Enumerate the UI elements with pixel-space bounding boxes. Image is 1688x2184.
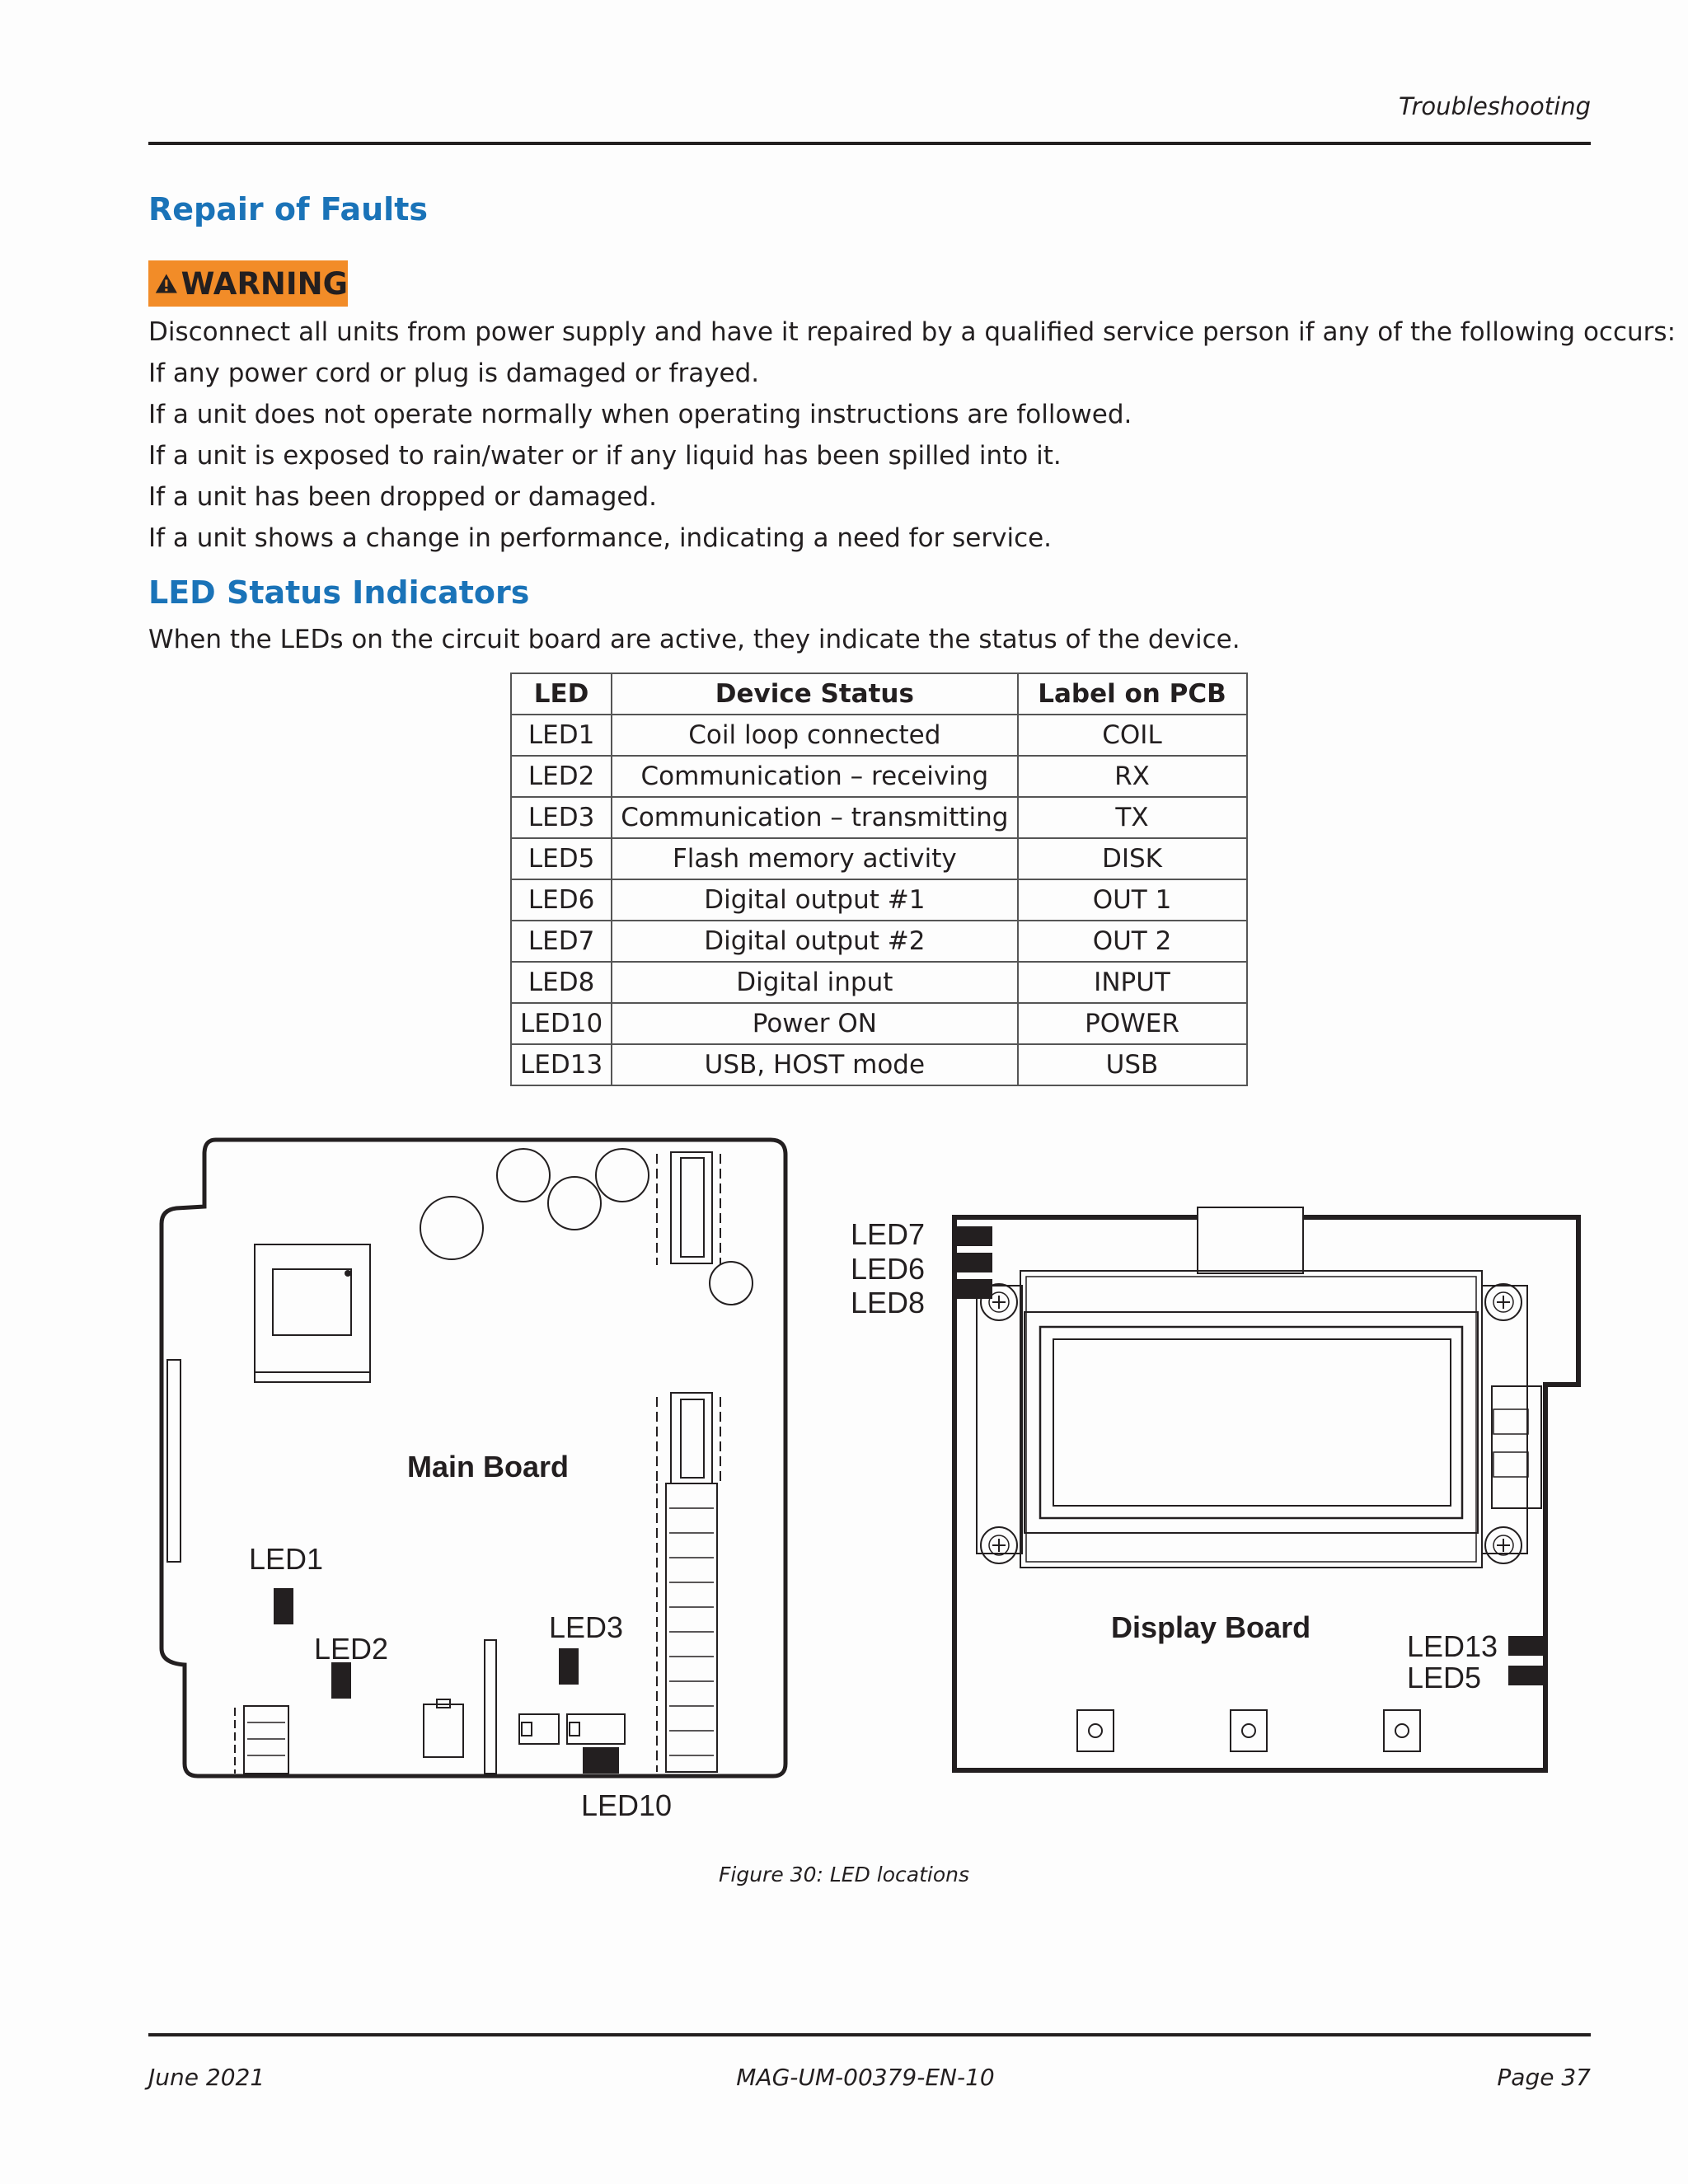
screw xyxy=(1485,1284,1522,1320)
table-cell: USB xyxy=(1018,1044,1247,1085)
column-header: Device Status xyxy=(612,673,1017,715)
table-cell: OUT 2 xyxy=(1018,921,1247,962)
capacitor xyxy=(497,1149,550,1202)
capacitor xyxy=(420,1197,483,1259)
led1-marker xyxy=(274,1588,293,1624)
table-cell: POWER xyxy=(1018,1003,1247,1044)
led6-marker xyxy=(954,1253,992,1272)
table-row xyxy=(511,838,1247,879)
table-cell: LED6 xyxy=(511,879,612,921)
header-connector xyxy=(671,1393,712,1483)
repair-line: If any power cord or plug is damaged or frayed. xyxy=(148,359,760,388)
table-cell: Flash memory activity xyxy=(612,838,1017,879)
table-cell: INPUT xyxy=(1018,962,1247,1003)
capacitor xyxy=(596,1149,649,1202)
repair-line: If a unit does not operate normally when operating instructions are followed. xyxy=(148,400,1132,429)
led7-marker xyxy=(954,1226,992,1246)
led8-label: LED8 xyxy=(851,1286,926,1319)
led-intro-text: When the LEDs on the circuit board are active, they indicate the status of the device. xyxy=(148,625,1240,654)
table-cell: Coil loop connected xyxy=(612,715,1017,756)
repair-line: If a unit has been dropped or damaged. xyxy=(148,482,658,512)
table-cell: Communication – receiving xyxy=(612,756,1017,797)
repair-heading: Repair of Faults xyxy=(148,191,428,227)
led6-label: LED6 xyxy=(851,1252,926,1286)
terminal-block xyxy=(666,1483,717,1772)
small-connector xyxy=(244,1706,288,1774)
repair-instructions xyxy=(148,312,1676,559)
led10-marker xyxy=(583,1747,619,1774)
figure-caption: Figure 30: LED locations xyxy=(719,1863,969,1886)
table-cell: LED13 xyxy=(511,1044,612,1085)
led10-label: LED10 xyxy=(581,1788,673,1822)
side-connector xyxy=(167,1360,181,1562)
table-cell: LED3 xyxy=(511,797,612,838)
lcd-module xyxy=(1020,1271,1482,1568)
main-board-label: Main Board xyxy=(407,1450,570,1483)
led-status-heading: LED Status Indicators xyxy=(148,574,530,611)
repair-line: If a unit shows a change in performance, indicating a need for service. xyxy=(148,523,1053,553)
screw xyxy=(981,1527,1017,1563)
footer-page-number: Page 37 xyxy=(1497,2064,1591,2091)
table-cell: LED5 xyxy=(511,838,612,879)
header-rule xyxy=(148,142,1591,145)
column-header: Label on PCB xyxy=(1018,673,1247,715)
table-cell: LED1 xyxy=(511,715,612,756)
table-header-row xyxy=(511,673,1247,715)
repair-line: Disconnect all units from power supply and have it repaired by a qualified service person if any of the following occurs: xyxy=(148,317,1676,347)
footer-rule xyxy=(148,2033,1591,2036)
led8-marker xyxy=(954,1279,992,1299)
table-cell: Digital output #1 xyxy=(612,879,1017,921)
led2-label: LED2 xyxy=(314,1632,389,1666)
table-row xyxy=(511,921,1247,962)
column-header: LED xyxy=(511,673,612,715)
table-cell: OUT 1 xyxy=(1018,879,1247,921)
footer-date: June 2021 xyxy=(148,2064,265,2091)
table-cell: COIL xyxy=(1018,715,1247,756)
table-cell: LED7 xyxy=(511,921,612,962)
led5-label: LED5 xyxy=(1407,1661,1482,1694)
running-header: Troubleshooting xyxy=(1398,92,1591,120)
capacitor xyxy=(548,1177,601,1230)
diode xyxy=(567,1714,625,1744)
led-locations-figure xyxy=(0,1121,1688,1846)
table-cell: LED10 xyxy=(511,1003,612,1044)
pin-strip xyxy=(485,1640,496,1774)
repair-line: If a unit is exposed to rain/water or if any liquid has been spilled into it. xyxy=(148,441,1062,471)
table-cell: Communication – transmitting xyxy=(612,797,1017,838)
lcd-bezel xyxy=(1025,1312,1478,1533)
table-cell: USB, HOST mode xyxy=(612,1044,1017,1085)
led1-label: LED1 xyxy=(249,1542,324,1576)
header-connector xyxy=(671,1152,712,1263)
table-row xyxy=(511,797,1247,838)
warning-label: WARNING xyxy=(181,265,348,302)
push-button xyxy=(1231,1710,1267,1751)
lcd-screen xyxy=(1040,1327,1462,1518)
table-cell: LED2 xyxy=(511,756,612,797)
table-cell: DISK xyxy=(1018,838,1247,879)
table-cell: Power ON xyxy=(612,1003,1017,1044)
led13-label: LED13 xyxy=(1407,1629,1498,1663)
warning-badge xyxy=(148,260,348,307)
chip-core xyxy=(273,1269,351,1335)
ribbon-connector xyxy=(1198,1207,1303,1273)
component xyxy=(424,1704,463,1757)
led2-marker xyxy=(331,1662,351,1699)
led3-marker xyxy=(559,1648,579,1685)
push-button xyxy=(1077,1710,1114,1751)
table-cell: Digital input xyxy=(612,962,1017,1003)
led7-label: LED7 xyxy=(851,1217,926,1251)
table-row xyxy=(511,962,1247,1003)
display-connector xyxy=(1492,1386,1541,1508)
table-cell: LED8 xyxy=(511,962,612,1003)
table-row xyxy=(511,879,1247,921)
led3-label: LED3 xyxy=(549,1610,624,1644)
led13-marker xyxy=(1508,1636,1545,1656)
display-board-label: Display Board xyxy=(1111,1610,1311,1644)
led5-marker xyxy=(1508,1666,1545,1685)
table-cell: RX xyxy=(1018,756,1247,797)
table-cell: Digital output #2 xyxy=(612,921,1017,962)
table-row xyxy=(511,715,1247,756)
table-row xyxy=(511,1003,1247,1044)
screw xyxy=(1485,1527,1522,1563)
led-status-table xyxy=(510,673,1248,1086)
table-row xyxy=(511,756,1247,797)
capacitor xyxy=(710,1262,753,1305)
warning-triangle-icon xyxy=(155,270,178,297)
table-row xyxy=(511,1044,1247,1085)
push-button xyxy=(1384,1710,1420,1751)
diode xyxy=(519,1714,559,1744)
footer-doc-id: MAG-UM-00379-EN-10 xyxy=(736,2064,995,2091)
table-cell: TX xyxy=(1018,797,1247,838)
